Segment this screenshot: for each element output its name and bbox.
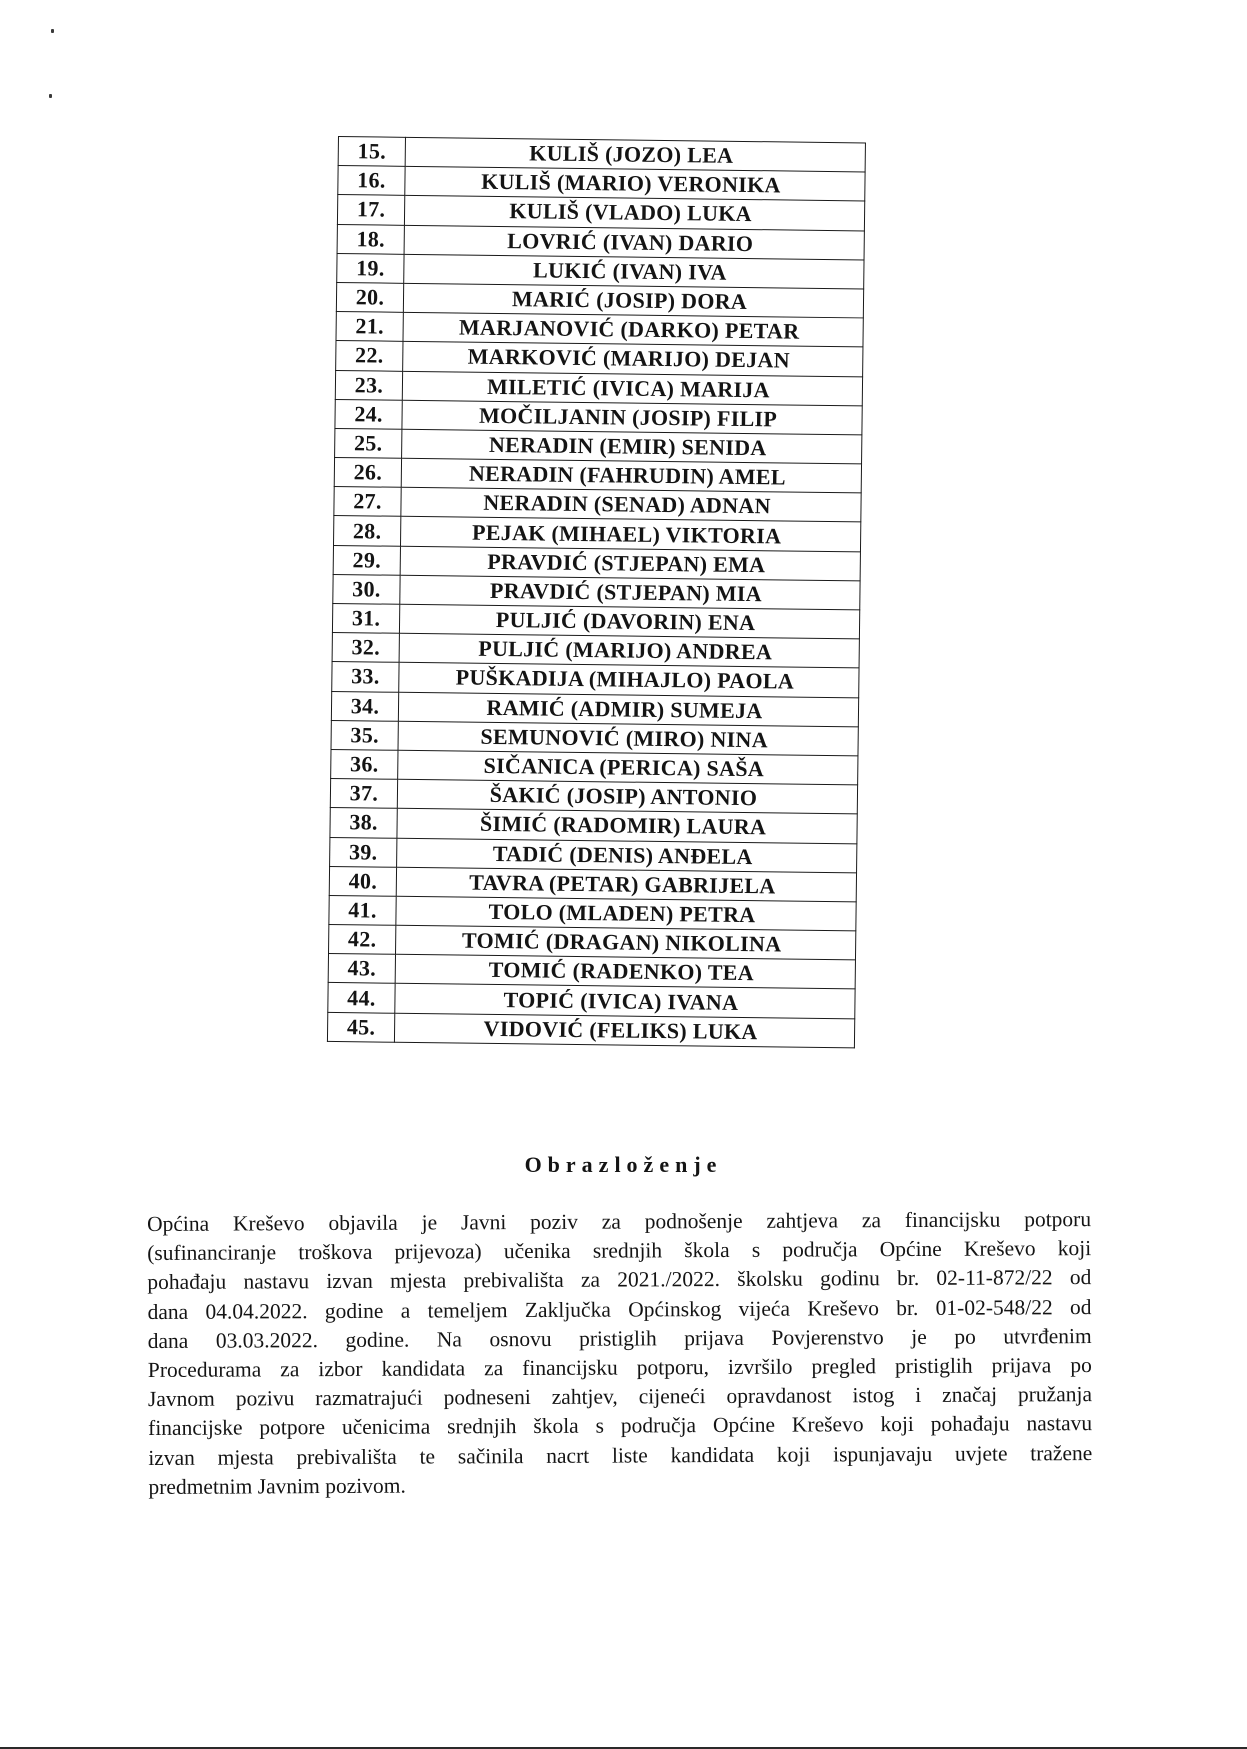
row-number: 39. — [330, 837, 397, 867]
row-number: 45. — [327, 1012, 394, 1042]
student-name: SEMUNOVIĆ (MIRO) NINA — [398, 721, 858, 756]
row-number: 34. — [331, 691, 398, 721]
row-number: 24. — [335, 399, 402, 429]
student-name: PULJIĆ (MARIJO) ANDREA — [399, 633, 859, 668]
student-name: ŠAKIĆ (JOSIP) ANTONIO — [397, 779, 857, 814]
row-number: 41. — [329, 895, 396, 925]
row-number: 37. — [330, 779, 397, 809]
row-number: 29. — [333, 545, 400, 575]
row-number: 44. — [328, 983, 395, 1013]
paragraph-line: financijske potpore učenicima srednjih škola s područja Općine Kreševo koji pohađaju nastavu — [148, 1411, 1093, 1441]
row-number: 28. — [334, 516, 401, 546]
student-name: MARKOVIĆ (MARIJO) DEJAN — [403, 342, 863, 377]
student-name: ŠIMIĆ (RADOMIR) LAURA — [397, 809, 857, 844]
paragraph-line: Općina Kreševo objavila je Javni poziv za podnošenje zahtjeva za financijsku potporu — [147, 1207, 1092, 1236]
row-number: 30. — [333, 574, 400, 604]
student-name: NERADIN (EMIR) SENIDA — [402, 429, 862, 464]
student-name: VIDOVIĆ (FELIKS) LUKA — [394, 1013, 854, 1048]
row-number: 19. — [337, 253, 404, 283]
student-name: PEJAK (MIHAEL) VIKTORIA — [400, 517, 860, 552]
student-name: TOLO (MLADEN) PETRA — [396, 896, 856, 931]
row-number: 42. — [329, 925, 396, 955]
row-number: 15. — [338, 137, 405, 167]
student-name: TOMIĆ (DRAGAN) NIKOLINA — [396, 925, 856, 960]
student-name: TOMIĆ (RADENKO) TEA — [395, 955, 855, 990]
paragraph-line: izvan mjesta prebivališta te sačinila nacrt liste kandidata koji ispunjavaju uvjete tražene — [148, 1440, 1093, 1470]
paragraph-line: dana 04.04.2022. godine a temeljem Zaključka Općinskog vijeća Kreševo br. 01-02-548/22 od — [147, 1294, 1092, 1324]
paragraph-line: Javnom pozivu razmatrajući podneseni zahtjev, cijeneći opravdanost istog i značaj pružanja — [147, 1382, 1093, 1412]
student-name: NERADIN (FAHRUDIN) AMEL — [401, 458, 861, 493]
student-name: PUŠKADIJA (MIHAJLO) PAOLA — [399, 663, 859, 698]
paragraph-line: predmetnim Javnim pozivom. — [148, 1473, 406, 1499]
row-number: 35. — [331, 720, 398, 750]
row-number: 20. — [336, 282, 403, 312]
student-name: MOČILJANIN (JOSIP) FILIP — [402, 400, 862, 435]
student-name: PRAVDIĆ (STJEPAN) EMA — [400, 546, 860, 581]
student-name: MARIĆ (JOSIP) DORA — [403, 283, 863, 318]
row-number: 38. — [330, 808, 397, 838]
student-name: NERADIN (SENAD) ADNAN — [401, 488, 861, 523]
section-title: Obrazloženje — [524, 1152, 723, 1177]
row-number: 25. — [335, 428, 402, 458]
student-name: TADIĆ (DENIS) ANĐELA — [397, 838, 857, 873]
paragraph-line: Procedurama za izbor kandidata za financijsku potporu, izvršilo pregled pristiglih prijava po — [147, 1353, 1092, 1383]
row-number: 26. — [334, 458, 401, 488]
paragraph-line: pohađaju nastavu izvan mjesta prebivališta za 2021./2022. školsku godinu br. 02-11-872/22 od — [147, 1265, 1092, 1295]
row-number: 22. — [336, 341, 403, 371]
student-list-body — [327, 137, 865, 1048]
explanation-paragraph — [147, 1205, 1093, 1502]
student-name: MILETIĆ (IVICA) MARIJA — [402, 371, 862, 406]
student-name: MARJANOVIĆ (DARKO) PETAR — [403, 312, 863, 347]
paragraph-line: (sufinanciranje troškova prijevoza) učenika srednjih škola s područja Općine Kreševo koji — [147, 1236, 1092, 1266]
student-name: KULIŠ (JOZO) LEA — [405, 137, 865, 172]
scan-speck — [51, 29, 54, 33]
student-name: TAVRA (PETAR) GABRIJELA — [396, 867, 856, 902]
row-number: 31. — [332, 603, 399, 633]
row-number: 18. — [337, 224, 404, 254]
student-name: TOPIĆ (IVICA) IVANA — [395, 984, 855, 1019]
row-number: 43. — [328, 954, 395, 984]
scan-speck — [49, 94, 52, 98]
student-name: RAMIĆ (ADMIR) SUMEJA — [398, 692, 858, 727]
student-name: KULIŠ (MARIO) VERONIKA — [405, 167, 865, 202]
row-number: 23. — [335, 370, 402, 400]
student-name: KULIŠ (VLADO) LUKA — [404, 196, 864, 231]
row-number: 33. — [332, 662, 399, 692]
row-number: 40. — [329, 866, 396, 896]
row-number: 36. — [331, 749, 398, 779]
row-number: 16. — [338, 166, 405, 196]
student-name: PRAVDIĆ (STJEPAN) MIA — [400, 575, 860, 610]
table-row — [327, 1012, 854, 1048]
row-number: 27. — [334, 487, 401, 517]
student-name: LOVRIĆ (IVAN) DARIO — [404, 225, 864, 260]
paragraph-line: dana 03.03.2022. godine. Na osnovu pristiglih prijava Povjerenstvo je po utvrđenim — [147, 1323, 1092, 1353]
row-number: 17. — [337, 195, 404, 225]
row-number: 32. — [332, 633, 399, 663]
student-list-table — [327, 136, 866, 1048]
student-name: SIČANICA (PERICA) SAŠA — [398, 750, 858, 785]
row-number: 21. — [336, 312, 403, 342]
student-name: LUKIĆ (IVAN) IVA — [404, 254, 864, 289]
student-name: PULJIĆ (DAVORIN) ENA — [399, 604, 859, 639]
